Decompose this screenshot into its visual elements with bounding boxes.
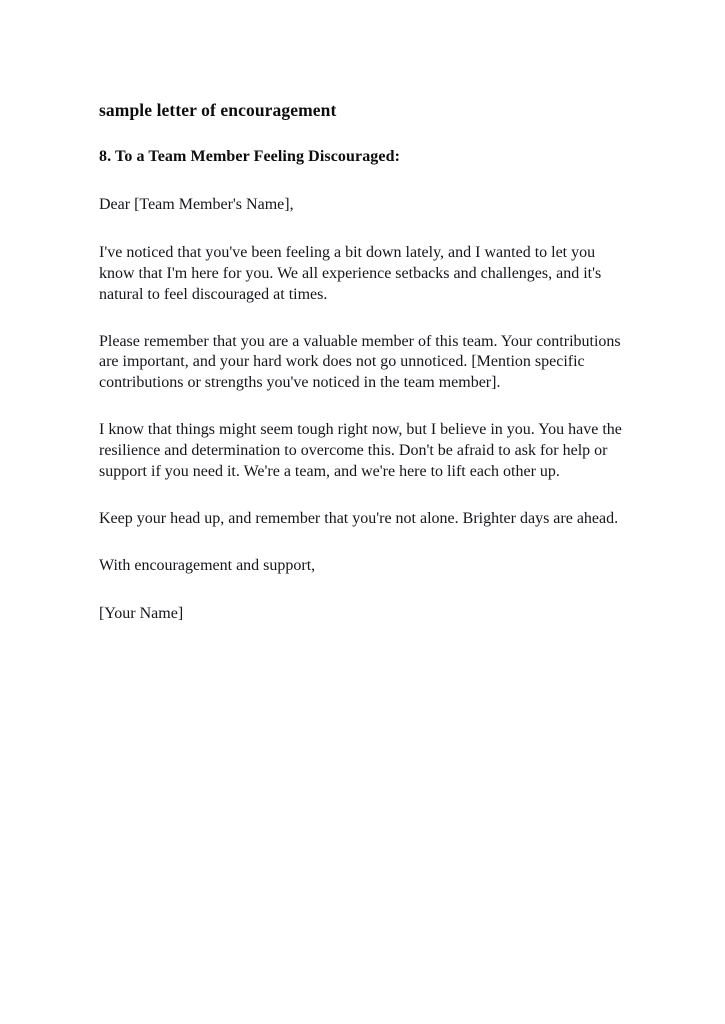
letter-body <box>99 99 627 625</box>
letter-salutation: Dear [Team Member's Name], <box>99 195 294 213</box>
section-heading: 8. To a Team Member Feeling Discouraged: <box>99 148 401 166</box>
letter-closing: With encouragement and support, <box>99 557 316 575</box>
letter-signature: [Your Name] <box>99 604 184 622</box>
page-title: sample letter of encouragement <box>99 100 337 120</box>
letter-paragraph-2: Please remember that you are a valuable member of this team. Your contributions are important, and your hard work does not go unnoticed. [Mention specific contributions or strengths you've noticed in the team member]. <box>99 332 621 392</box>
letter-paragraph-3: I know that things might seem tough right now, but I believe in you. You have the resilience and determination to overcome this. Don't be afraid to ask for help or support if you need it. We're a team, and we're here to lift each other up. <box>99 421 622 481</box>
letter-paragraph-1: I've noticed that you've been feeling a bit down lately, and I wanted to let you know that I'm here for you. We all experience setbacks and challenges, and it's natural to feel discouraged at times. <box>99 243 602 303</box>
letter-paragraph-4: Keep your head up, and remember that you're not alone. Brighter days are ahead. <box>99 510 619 528</box>
